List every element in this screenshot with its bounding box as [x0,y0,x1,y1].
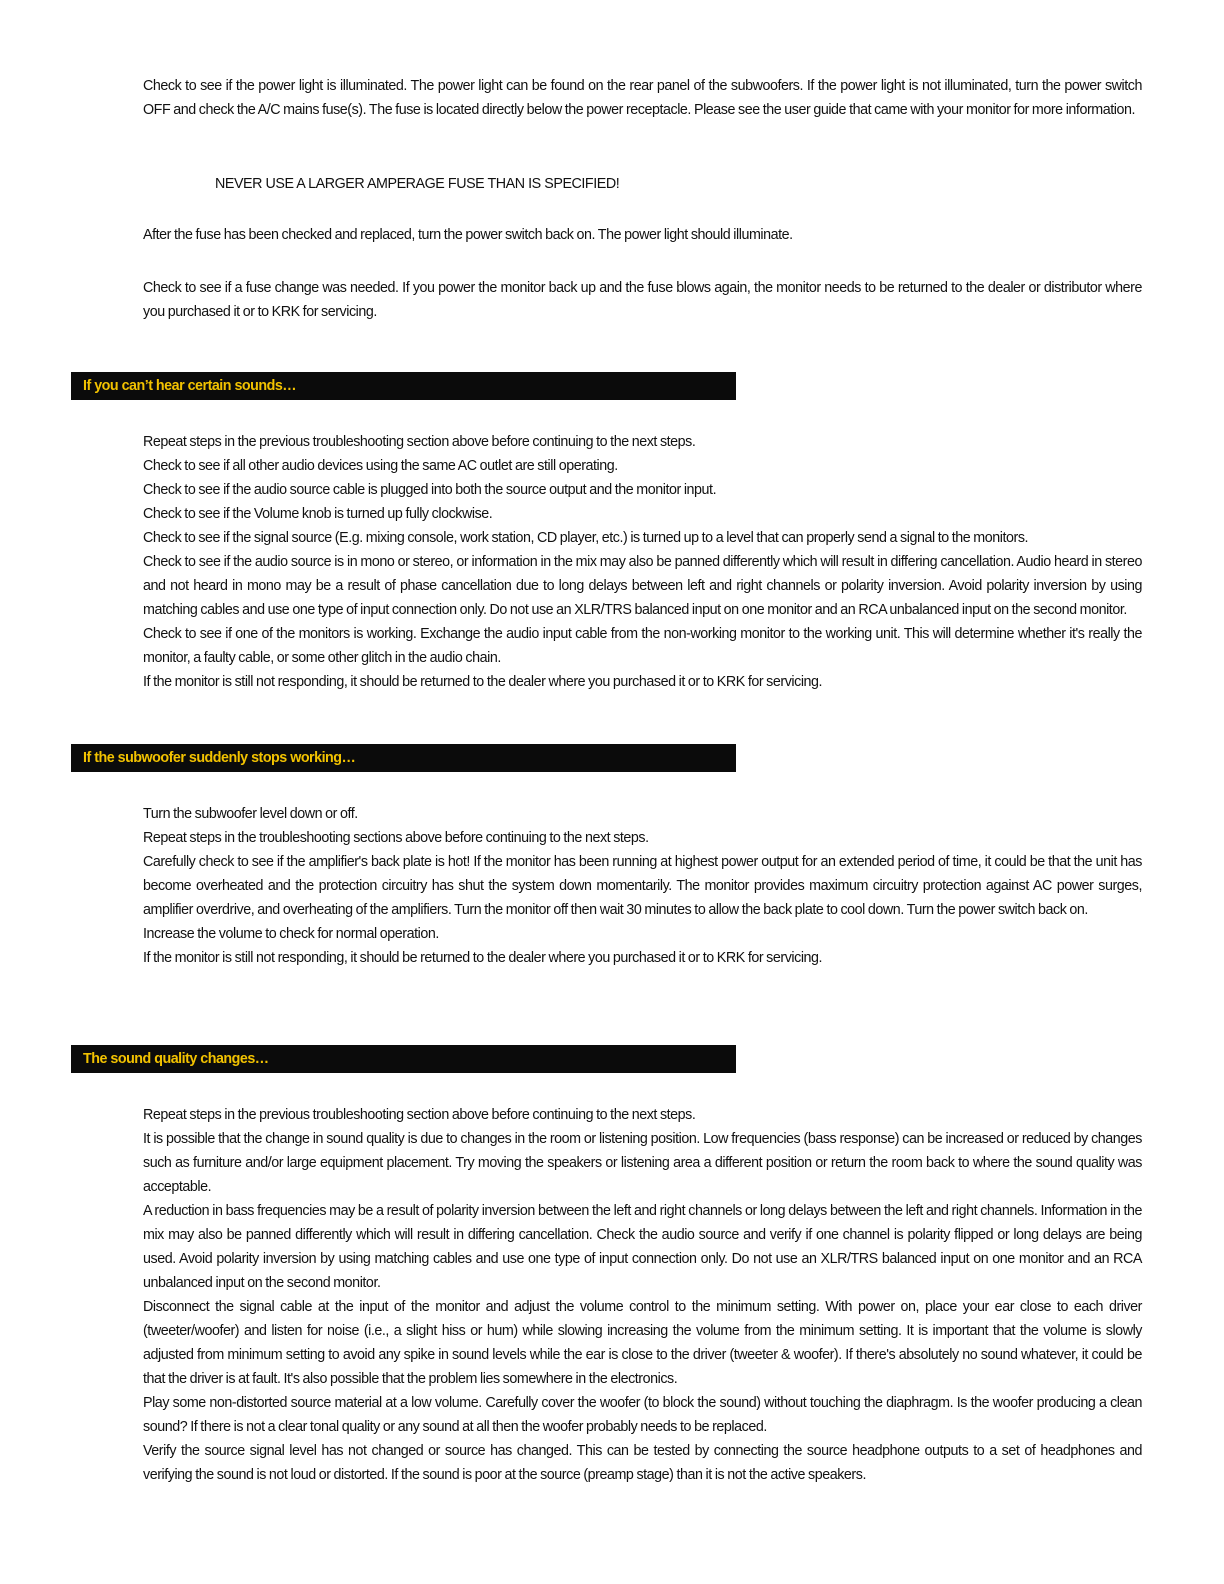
fuse-change-paragraph [143,276,1142,324]
list-item: Play some non-distorted source material at a low volume. Carefully cover the woofer (to block the sound) without touching the diaphragm. Is the woofer producing a clean sound? If there is not a clear tonal quality or any sound at all then the woofer probably needs to be replaced. [143,1395,1142,1435]
section-title: The sound quality changes… [83,1051,269,1067]
list-item: Carefully check to see if the amplifier's back plate is hot! If the monitor has been running at highest power output for an extended period of time, it could be that the unit has become overheated and the protection circuitry has shut the system down momentarily. The monitor provides maximum circuitry protection against AC power surges, amplifier overdrive, and overheating of the amplifiers. Turn the monitor off then wait 30 minutes to allow the back plate to cool down. Turn the power switch back on. [143,854,1142,918]
list-item: Check to see if the signal source (E.g. mixing console, work station, CD player, etc.) is turned up to a level that can properly send a signal to the monitors. [143,530,1029,546]
list-item: Repeat steps in the previous troubleshooting section above before continuing to the next steps. [143,1107,696,1123]
section-title: If the subwoofer suddenly stops working… [83,750,356,766]
list-item: Repeat steps in the previous troubleshooting section above before continuing to the next steps. [143,434,696,450]
list-item: Check to see if the audio source is in mono or stereo, or information in the mix may also be panned differently which will result in differing cancellation. Audio heard in stereo and not heard in mono may be a result of phase cancellation due to long delays between left and right channels or polarity inversion. Avoid polarity inversion by using matching cables and use one type of input connection only. Do not use an XLR/TRS balanced input on one monitor and an RCA unbalanced input on the second monitor. [143,554,1142,618]
list-item: Verify the source signal level has not changed or source has changed. This can be tested by connecting the source headphone outputs to a set of headphones and verifying the sound is not loud or distorted. If the sound is poor at the source (preamp stage) than it is not the active speakers. [143,1443,1142,1483]
power-light-paragraph [143,74,1142,122]
paragraph-text: Check to see if a fuse change was needed. If you power the monitor back up and the fuse blows again, the monitor needs to be returned to the dealer or distributor where you purchased it or to KRK for servicing. [143,280,1142,320]
list-item: Disconnect the signal cable at the input of the monitor and adjust the volume control to the minimum setting. With power on, place your ear close to each driver (tweeter/woofer) and listen for noise (i.e., a slight hiss or hum) while slowing increasing the volume from the minimum setting. It is important that the volume is slowly adjusted from minimum setting to avoid any spike in sound levels while the ear is close to the driver (tweeter & woofer). If there's absolutely no sound whatever, it could be that the driver is at fault. It's also possible that the problem lies somewhere in the electronics. [143,1299,1142,1387]
section-header-sound-quality [71,1045,736,1073]
list-item: Check to see if the Volume knob is turned up fully clockwise. [143,506,493,522]
fuse-warning: NEVER USE A LARGER AMPERAGE FUSE THAN IS SPECIFIED! [215,176,620,192]
paragraph-text: After the fuse has been checked and replaced, turn the power switch back on. The power light should illuminate. [143,227,793,243]
section-title: If you can’t hear certain sounds… [83,378,297,394]
after-fuse-paragraph [143,223,1142,247]
list-item: If the monitor is still not responding, it should be returned to the dealer where you purchased it or to KRK for servicing. [143,674,823,690]
list-item: Repeat steps in the troubleshooting sections above before continuing to the next steps. [143,830,649,846]
section-header-cant-hear [71,372,736,400]
paragraph-text: Check to see if the power light is illuminated. The power light can be found on the rear panel of the subwoofers. If the power light is not illuminated, turn the power switch OFF and check the A/C mains fuse(s). The fuse is located directly below the power receptacle. Please see the user guide that came with your monitor for more information. [143,78,1142,118]
list-item: Check to see if the audio source cable is plugged into both the source output and the monitor input. [143,482,717,498]
list-item: Increase the volume to check for normal operation. [143,926,439,942]
list-item: A reduction in bass frequencies may be a result of polarity inversion between the left and right channels or long delays between the left and right channels. Information in the mix may also be panned differently which will result in differing cancellation. Check the audio source and verify if one channel is polarity flipped or long delays are being used. Avoid polarity inversion by using matching cables and use one type of input connection only. Do not use an XLR/TRS balanced input on one monitor and an RCA unbalanced input on the second monitor. [143,1203,1142,1291]
list-item: Turn the subwoofer level down or off. [143,806,358,822]
section-list-cant-hear [143,430,1142,694]
list-item: Check to see if all other audio devices using the same AC outlet are still operating. [143,458,618,474]
list-item: Check to see if one of the monitors is working. Exchange the audio input cable from the non-working monitor to the working unit. This will determine whether it's really the monitor, a faulty cable, or some other glitch in the audio chain. [143,626,1142,666]
list-item: If the monitor is still not responding, it should be returned to the dealer where you purchased it or to KRK for servicing. [143,950,823,966]
list-item: It is possible that the change in sound quality is due to changes in the room or listening position. Low frequencies (bass response) can be increased or reduced by changes such as furniture and/or large equipment placement. Try moving the speakers or listening area a different position or return the room back to where the sound quality was acceptable. [143,1131,1142,1195]
section-header-subwoofer-stops [71,744,736,772]
section-list-subwoofer-stops [143,802,1142,970]
section-list-sound-quality [143,1103,1142,1487]
